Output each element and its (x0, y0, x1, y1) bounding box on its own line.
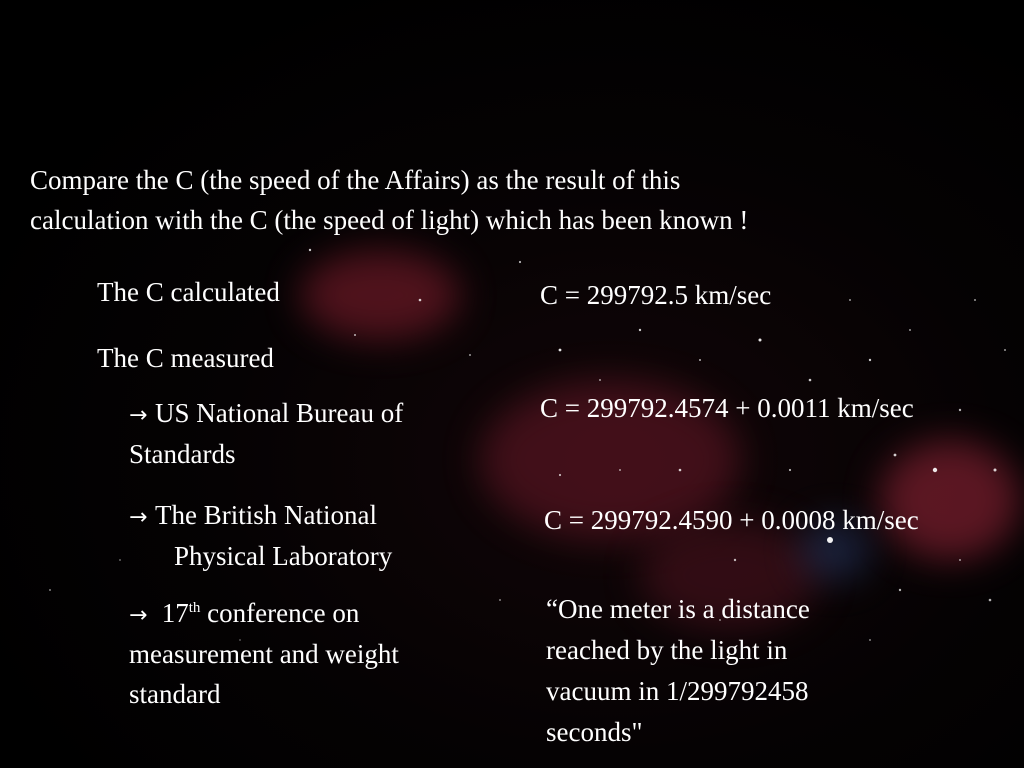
intro-line-2: calculation with the C (the speed of light) which has been known ! (30, 205, 749, 235)
us-bureau-line-1 (129, 393, 403, 436)
british-lab-line-2: Physical Laboratory (174, 541, 393, 571)
arrow-icon: → (129, 603, 148, 628)
calculated-value: C = 299792.5 km/sec (540, 280, 772, 310)
conference-line-1 (129, 593, 359, 636)
conference-ordinal-suffix: th (188, 600, 201, 616)
calculated-label: The C calculated (97, 277, 280, 307)
quote-line-4: seconds" (546, 717, 643, 747)
conference-line-3: standard (129, 679, 221, 709)
conference-ordinal: 17 (161, 598, 189, 628)
us-bureau-line-2: Standards (129, 439, 236, 469)
quote-line-3: vacuum in 1/299792458 (546, 676, 809, 706)
british-lab-value: C = 299792.4590 + 0.0008 km/sec (544, 505, 919, 535)
quote-line-2: reached by the light in (546, 635, 788, 665)
us-bureau-value: C = 299792.4574 + 0.0011 km/sec (540, 393, 914, 423)
british-lab-line-1 (129, 495, 377, 538)
intro-line-1: Compare the C (the speed of the Affairs) as the result of this (30, 165, 681, 195)
conference-line-2: measurement and weight (129, 639, 399, 669)
measured-label: The C measured (97, 343, 274, 373)
us-bureau-name: US National Bureau of (155, 398, 404, 428)
arrow-icon: → (129, 505, 148, 530)
arrow-icon: → (129, 403, 148, 428)
conference-title: conference on (200, 598, 360, 628)
quote-line-1: “One meter is a distance (546, 594, 810, 624)
british-lab-name: The British National (155, 500, 377, 530)
